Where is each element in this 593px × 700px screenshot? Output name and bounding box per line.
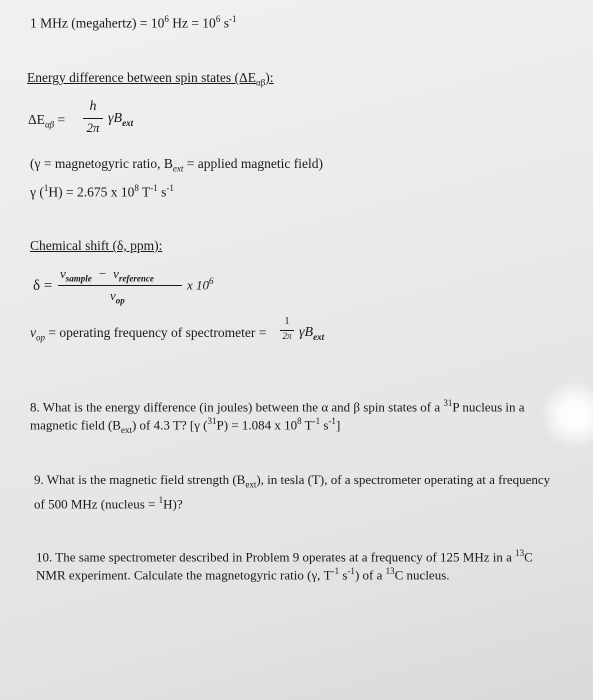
energy-rhs: $\gamma B_{ext}$ bbox=[108, 111, 134, 128]
energy-denominator: 2π bbox=[86, 120, 100, 135]
shift-numerator: $\nu_{sample} - \nu_{reference}$ bbox=[60, 266, 154, 284]
shift-multiplier: x $10^6$ bbox=[187, 276, 214, 293]
vop-text: $\nu_{op}$ = operating frequency of spectrometer = bbox=[30, 325, 267, 343]
vop-numerator: 1 bbox=[284, 316, 290, 327]
gamma-hydrogen: γ ($^1$H) = 2.675 x $10^8$ $T^{-1}$ $s^{-1}$ bbox=[30, 183, 174, 200]
chemical-shift-heading: Chemical shift (δ, ppm): bbox=[30, 238, 163, 253]
question-9: 9. What is the magnetic field strength $(B_{ext})$, in tesla (T), of a spectrometer operating at a frequency of 500 MHz (nucleus = $^1$H)? bbox=[34, 472, 551, 511]
shift-denominator: $\nu_{op}$ bbox=[110, 288, 125, 306]
mhz-definition: 1 MHz (megahertz) = $10^6$ $Hz = 10^6$ $s^{-1}$ bbox=[30, 14, 237, 31]
energy-lhs: $\Delta E_{\alpha\beta}$ = bbox=[28, 112, 66, 130]
energy-numerator: h bbox=[89, 99, 97, 114]
vop-rhs: $\gamma B_{ext}$ bbox=[299, 325, 325, 342]
question-10: 10. The same spectrometer described in Problem 9 operates at a frequency of 125 MHz in a $^{13}$C NMR experiment. Calculate the magnetogyric ratio (γ, $T^{-1}$ $s^{-1}$) of a $^{13}$C nucleus. bbox=[36, 548, 533, 583]
energy-fraction-bar bbox=[83, 118, 103, 119]
gamma-definition: (γ = magnetogyric ratio, $B_{ext}$ = applied magnetic field) bbox=[30, 156, 323, 174]
shift-lhs: δ = bbox=[33, 278, 53, 294]
vop-denominator: 2π bbox=[282, 331, 292, 341]
shift-fraction-bar bbox=[58, 285, 182, 286]
energy-heading: Energy difference between spin states $(\Delta E_{\alpha\beta})$: bbox=[27, 70, 274, 88]
question-8: 8. What is the energy difference (in joules) between the α and β spin states of a $^{31}$P nucleus in a magnetic field $(B_{ext})$ of 4.3 T? [γ ($^{31}$P) = 1.084 x $10^8$ $T^{-1}$ $s^{-1}$] bbox=[30, 398, 525, 436]
